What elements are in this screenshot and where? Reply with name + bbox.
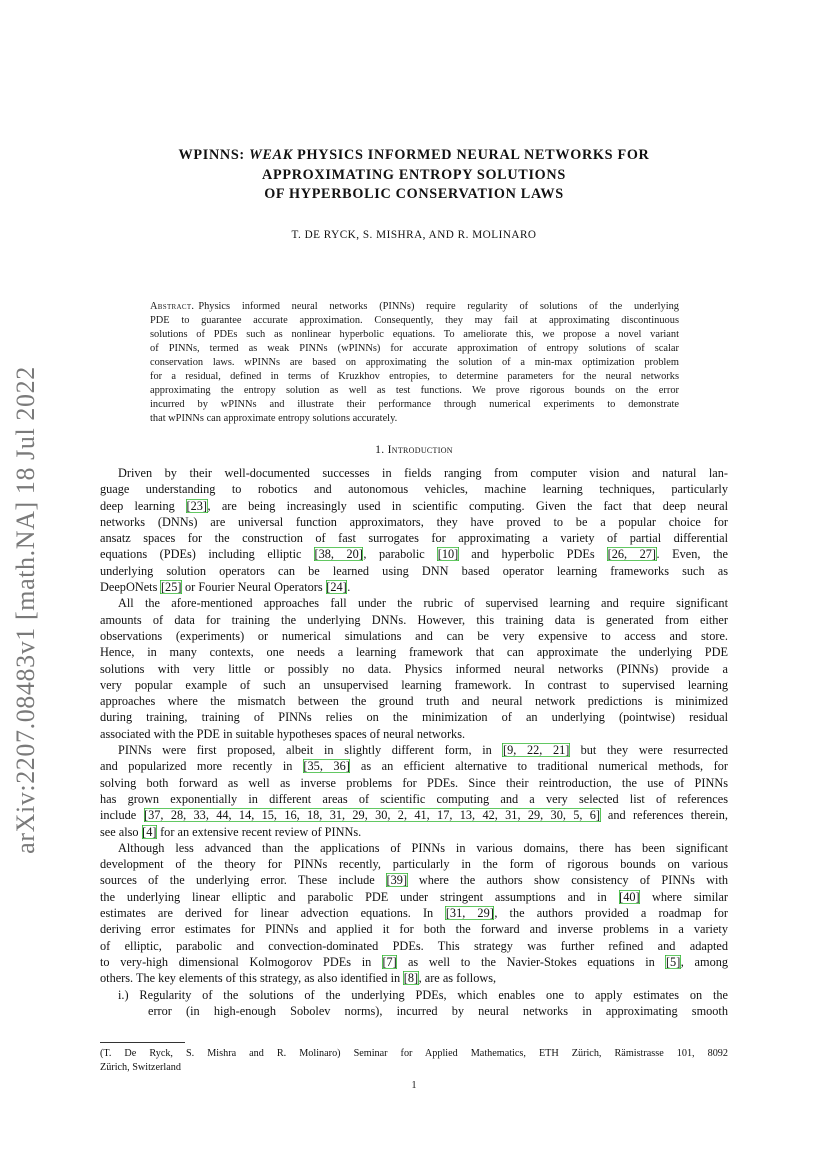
citation-link[interactable]: [10] [437,547,459,562]
title-emphasis: WEAK [249,147,293,163]
citation-link[interactable]: [35, 36] [303,759,350,774]
body-line: solutions with very little or possibly no data. Physics informed neural networks (PINNs) provide a [100,661,728,676]
body-line: All the afore-mentioned approaches fall under the rubric of supervised learning and require significant [118,596,728,611]
citation-link[interactable]: [26, 27] [607,547,657,562]
section-title: Introduction [387,443,453,456]
citation-link[interactable]: [37, 28, 33, 44, 14, 15, 16, 18, 31, 29, 30, 2, 41, 17, 13, 42, 31, 29, 30, 5, 6] [144,808,601,823]
body-line: PINNs were first proposed, albeit in slightly different form, in [9, 22, 21] but they were resurrected [118,743,728,758]
abstract-line: solutions of PDEs such as nonlinear hyperbolic equations. To ameliorate this, we propose a novel variant [150,328,679,340]
footnote-line: Zürich, Switzerland [100,1061,181,1073]
body-line: during training, training of PINNs relies on the minimization of an underlying (pointwise) residual [100,710,728,725]
author-list: T. DE RYCK, S. MISHRA, AND R. MOLINARO [291,229,537,241]
body-line: include [37, 28, 33, 44, 14, 15, 16, 18, 31, 29, 30, 2, 41, 17, 13, 42, 31, 29, 30, 5, 6] and references therein, [100,808,728,823]
citation-link[interactable]: [9, 22, 21] [502,743,570,758]
author-affiliation-footnote [100,1047,728,1074]
body-line: equations (PDEs) including elliptic [38, 20], parabolic [10] and hyperbolic PDEs [26, 27]. Even, the [100,547,728,562]
body-line: DeepONets [25] or Fourier Neural Operators [24]. [100,580,351,595]
title-prefix: WPINNS: [178,147,250,163]
page-number: 1 [411,1080,417,1091]
body-line: estimates are derived for linear advection equations. In [31, 29], the authors provided a roadmap for [100,906,728,921]
body-line: solving both forward as well as inverse problems for PDEs. Since their reintroduction, the use of PINNs [100,775,728,790]
body-line: underlying solution operators can be learned using DNN based operator learning frameworks such as [100,563,728,578]
title-line-3: OF HYPERBOLIC CONSERVATION LAWS [264,186,564,202]
body-line: the underlying linear elliptic and parabolic PDE under stringent assumptions and in [40] where similar [100,889,728,904]
body-line: and popularized more recently in [35, 36] as an efficient alternative to traditional numerical methods, for [100,759,728,774]
section-number: 1. [375,443,385,456]
title-suffix: PHYSICS INFORMED NEURAL NETWORKS FOR [292,147,650,163]
body-line: ansatz spaces for the construction of fast surrogates for approximating a variety of partial differential [100,531,728,546]
footnote-rule [100,1042,185,1043]
body-line: of elliptic, parabolic and convection-dominated PDEs. This strategy was further refined and adapted [100,938,728,953]
body-line: very popular example of such an unsupervised learning framework. In contrast to supervised learning [100,677,728,692]
body-line: i.) Regularity of the solutions of the underlying PDEs, which enables one to apply estimates on the [118,987,728,1002]
body-line: Driven by their well-documented successes in fields ranging from computer vision and natural lan- [118,466,728,480]
body-line: guage understanding to robotics and autonomous vehicles, machine learning techniques, particularly [100,482,728,497]
citation-link[interactable]: [8] [403,971,419,986]
body-line: Hence, in many contexts, one needs a learning framework that can approximate the underlying PDE [100,645,728,660]
citation-link[interactable]: [7] [382,954,397,969]
body-line: Although less advanced than the applications of PINNs in various domains, there has been significant [118,840,728,855]
body-line: error (in high-enough Sobolev norms), incurred by neural networks in approximating smooth [148,1003,728,1018]
title-line-1 [100,146,728,166]
citation-link[interactable]: [23] [186,498,208,513]
abstract-line: that wPINNs can approximate entropy solutions accurately. [150,412,398,424]
citation-link[interactable]: [40] [619,889,640,904]
body-line: observations (experiments) or numerical simulations and can be very expensive to access and store. [100,628,728,643]
arxiv-identifier-stamp [6,350,46,870]
citation-link[interactable]: [39] [386,873,408,888]
body-line: see also [4] for an extensive recent review of PINNs. [100,824,362,839]
paper-title [100,146,728,205]
abstract-line: PDE to guarantee accurate approximation. Consequently, they may fail at approximating discontinuous [150,314,679,326]
body-line: development of the theory for PINNs recently, particularly in the form of rigorous bounds on various [100,857,728,872]
body-line: amounts of data for training the underlying DNNs. However, this training data is generated from either [100,612,728,627]
body-line: deriving error estimates for PINNs and applied it for both the forward and inverse problems in a variety [100,922,728,937]
abstract-heading: Abstract. [150,301,195,312]
citation-link[interactable]: [38, 20] [314,547,363,562]
abstract [150,300,679,426]
footnote-line: (T. De Ryck, S. Mishra and R. Molinaro) Seminar for Applied Mathematics, ETH Zürich, Rämistrasse 101, 8092 [100,1048,728,1059]
body-line: networks (DNNs) are universal function approximators, they have proved to be a popular choice for [100,514,728,529]
citation-link[interactable]: [4] [142,824,157,839]
body-line: to very-high dimensional Kolmogorov PDEs in [7] as well to the Navier-Stokes equations in [5], among [100,954,729,969]
abstract-line: conservation laws. wPINNs are based on approximating the solution of a min-max optimization problem [150,356,679,368]
citation-link[interactable]: [25] [160,580,182,595]
citation-link[interactable]: [31, 29] [445,906,494,921]
body-line: has grown exponentially in different areas of scientific computing and a very selected list of references [100,791,728,806]
abstract-line: incurred by wPINNs and illustrate their performance through numerical experiments to demonstrate [150,398,679,410]
citation-link[interactable]: [5] [665,954,681,969]
abstract-line: approximating the entropy solution as well as test functions. We prove rigorous bounds on the error [150,384,679,396]
abstract-line: for a residual, defined in terms of Kruzkhov entropies, to determine parameters for the neural networks [150,370,679,382]
abstract-line: Abstract. Physics informed neural networks (PINNs) require regularity of solutions of the underlying [150,301,679,312]
body-line: associated with the PDE in suitable hypotheses spaces of neural networks. [100,726,466,741]
citation-link[interactable]: [24] [326,580,347,595]
body-text [100,465,728,1019]
body-line: sources of the underlying error. These include [39] where the authors show consistency of PINNs with [100,873,729,888]
title-line-2: APPROXIMATING ENTROPY SOLUTIONS [262,166,566,183]
arxiv-identifier: arXiv:2207.08483v1 [math.NA] 18 Jul 2022 [11,366,40,854]
body-line: others. The key elements of this strategy, as also identified in [8], are as follows, [100,971,497,986]
section-heading [100,443,728,456]
body-line: approaches where the mismatch between the ground truth and neural network predictions is minimized [100,694,728,709]
body-line: deep learning [23], are being increasingly used in scientific computing. Given the fact that deep neural [100,498,728,513]
abstract-line: of PINNs, termed as weak PINNs (wPINNs) for accurate approximation of entropy solutions of scalar [150,342,679,354]
